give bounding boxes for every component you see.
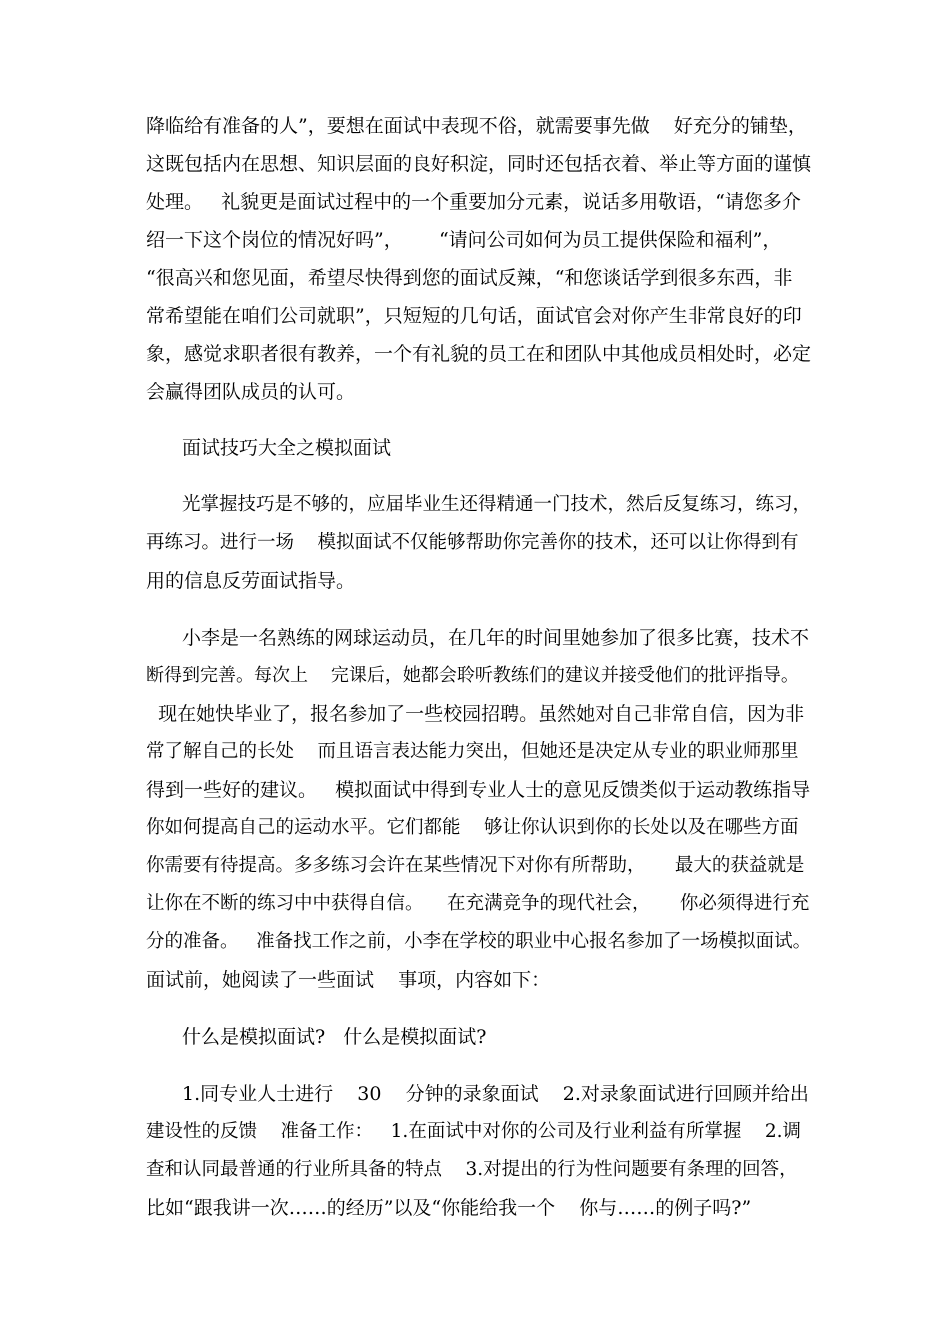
paragraph-5-line-4: 比如“跟我讲一次……的经历”以及“你能给我一个 你与……的例子吗?” (146, 1197, 752, 1219)
paragraph-1-line-3: 处理。 礼貌更是面试过程中的一个重要加分元素，说话多用敬语，“请您多介 (146, 191, 801, 213)
paragraph-3-line-8: 让你在不断的练习中中获得自信。 在充满竞争的现代社会， 你必须得进行充 (146, 893, 810, 914)
paragraph-3-line-10: 面试前，她阅读了一些面试 事项，内容如下： (146, 969, 551, 991)
paragraph-3-line-5: 得到一些好的建议。 模拟面试中得到专业人士的意见反馈类似于运动教练指导 (146, 779, 811, 801)
paragraph-1-line-5: “很高兴和您见面，希望尽快得到您的面试反辣，“和您谈话学到很多东西，非 (146, 267, 793, 289)
paragraph-3-line-4: 常了解自己的长处 而且语言表达能力突出，但她还是决定从专业的职业师那里 (146, 741, 799, 762)
paragraph-2-line-2: 再练习。进行一场 模拟面试不仅能够帮助你完善你的技术，还可以让你得到有 (146, 532, 799, 553)
paragraph-1-line-8: 会赢得团队成员的认可。 (146, 381, 356, 403)
paragraph-2-line-3: 用的信息反劳面试指导。 (146, 570, 356, 592)
paragraph-1-line-6: 常希望能在咱们公司就职”，只短短的几句话，面试官会对你产生非常良好的印 (146, 305, 802, 327)
paragraph-3-line-7: 你需要有待提高。多多练习会许在某些情况下对你有所帮助， 最大的获益就是 (146, 855, 805, 876)
paragraph-3-line-2: 断得到完善。每次上 完课后，她都会聆听教练们的建议并接受他们的批评指导。 (146, 665, 799, 686)
paragraph-2-line-1: 光掌握技巧是不够的，应届毕业生还得精通一门技术，然后反复练习，练习， (182, 494, 812, 515)
paragraph-3-line-6: 你如何提高自己的运动水平。它们都能 够让你认识到你的长处以及在哪些方面 (146, 817, 799, 838)
paragraph-5-line-1: 1.同专业人士进行 30 分钟的录象面试 2.对录象面试进行回顾并给出 (182, 1083, 809, 1105)
paragraph-1-line-4: 绍一下这个岗位的情况好吗”， “请问公司如何为员工提供保险和福利”， (146, 229, 782, 251)
paragraph-3-line-1: 小李是一名熟练的网球运动员，在几年的时间里她参加了很多比赛，技术不 (182, 627, 810, 649)
paragraph-5-line-3: 查和认同最普通的行业所具备的特点 3.对提出的行为性问题要有条理的回答， (146, 1159, 798, 1180)
paragraph-5-line-2: 建设性的反馈 准备工作： 1.在面试中对你的公司及行业利益有所掌握 2.调 (146, 1121, 801, 1142)
section-heading: 面试技巧大全之模拟面试 (182, 437, 392, 459)
paragraph-1-line-2: 这既包括内在思想、知识层面的良好积淀，同时还包括衣着、举止等方面的谨慎 (146, 153, 812, 175)
paragraph-1-line-1: 降临给有准备的人”，要想在面试中表现不俗，就需要事先做 好充分的铺垫， (146, 115, 807, 137)
paragraph-1-line-7: 象，感觉求职者很有教养，一个有礼貌的员工在和团队中其他成员相处时，必定 (146, 343, 812, 365)
paragraph-3-line-9: 分的准备。 准备找工作之前，小李在学校的职业中心报名参加了一场模拟面试。 (146, 931, 812, 952)
paragraph-4-line-1: 什么是模拟面试? 什么是模拟面试? (182, 1026, 487, 1048)
paragraph-3-line-3: 现在她快毕业了，报名参加了一些校园招聘。虽然她对自己非常自信，因为非 (146, 703, 805, 725)
